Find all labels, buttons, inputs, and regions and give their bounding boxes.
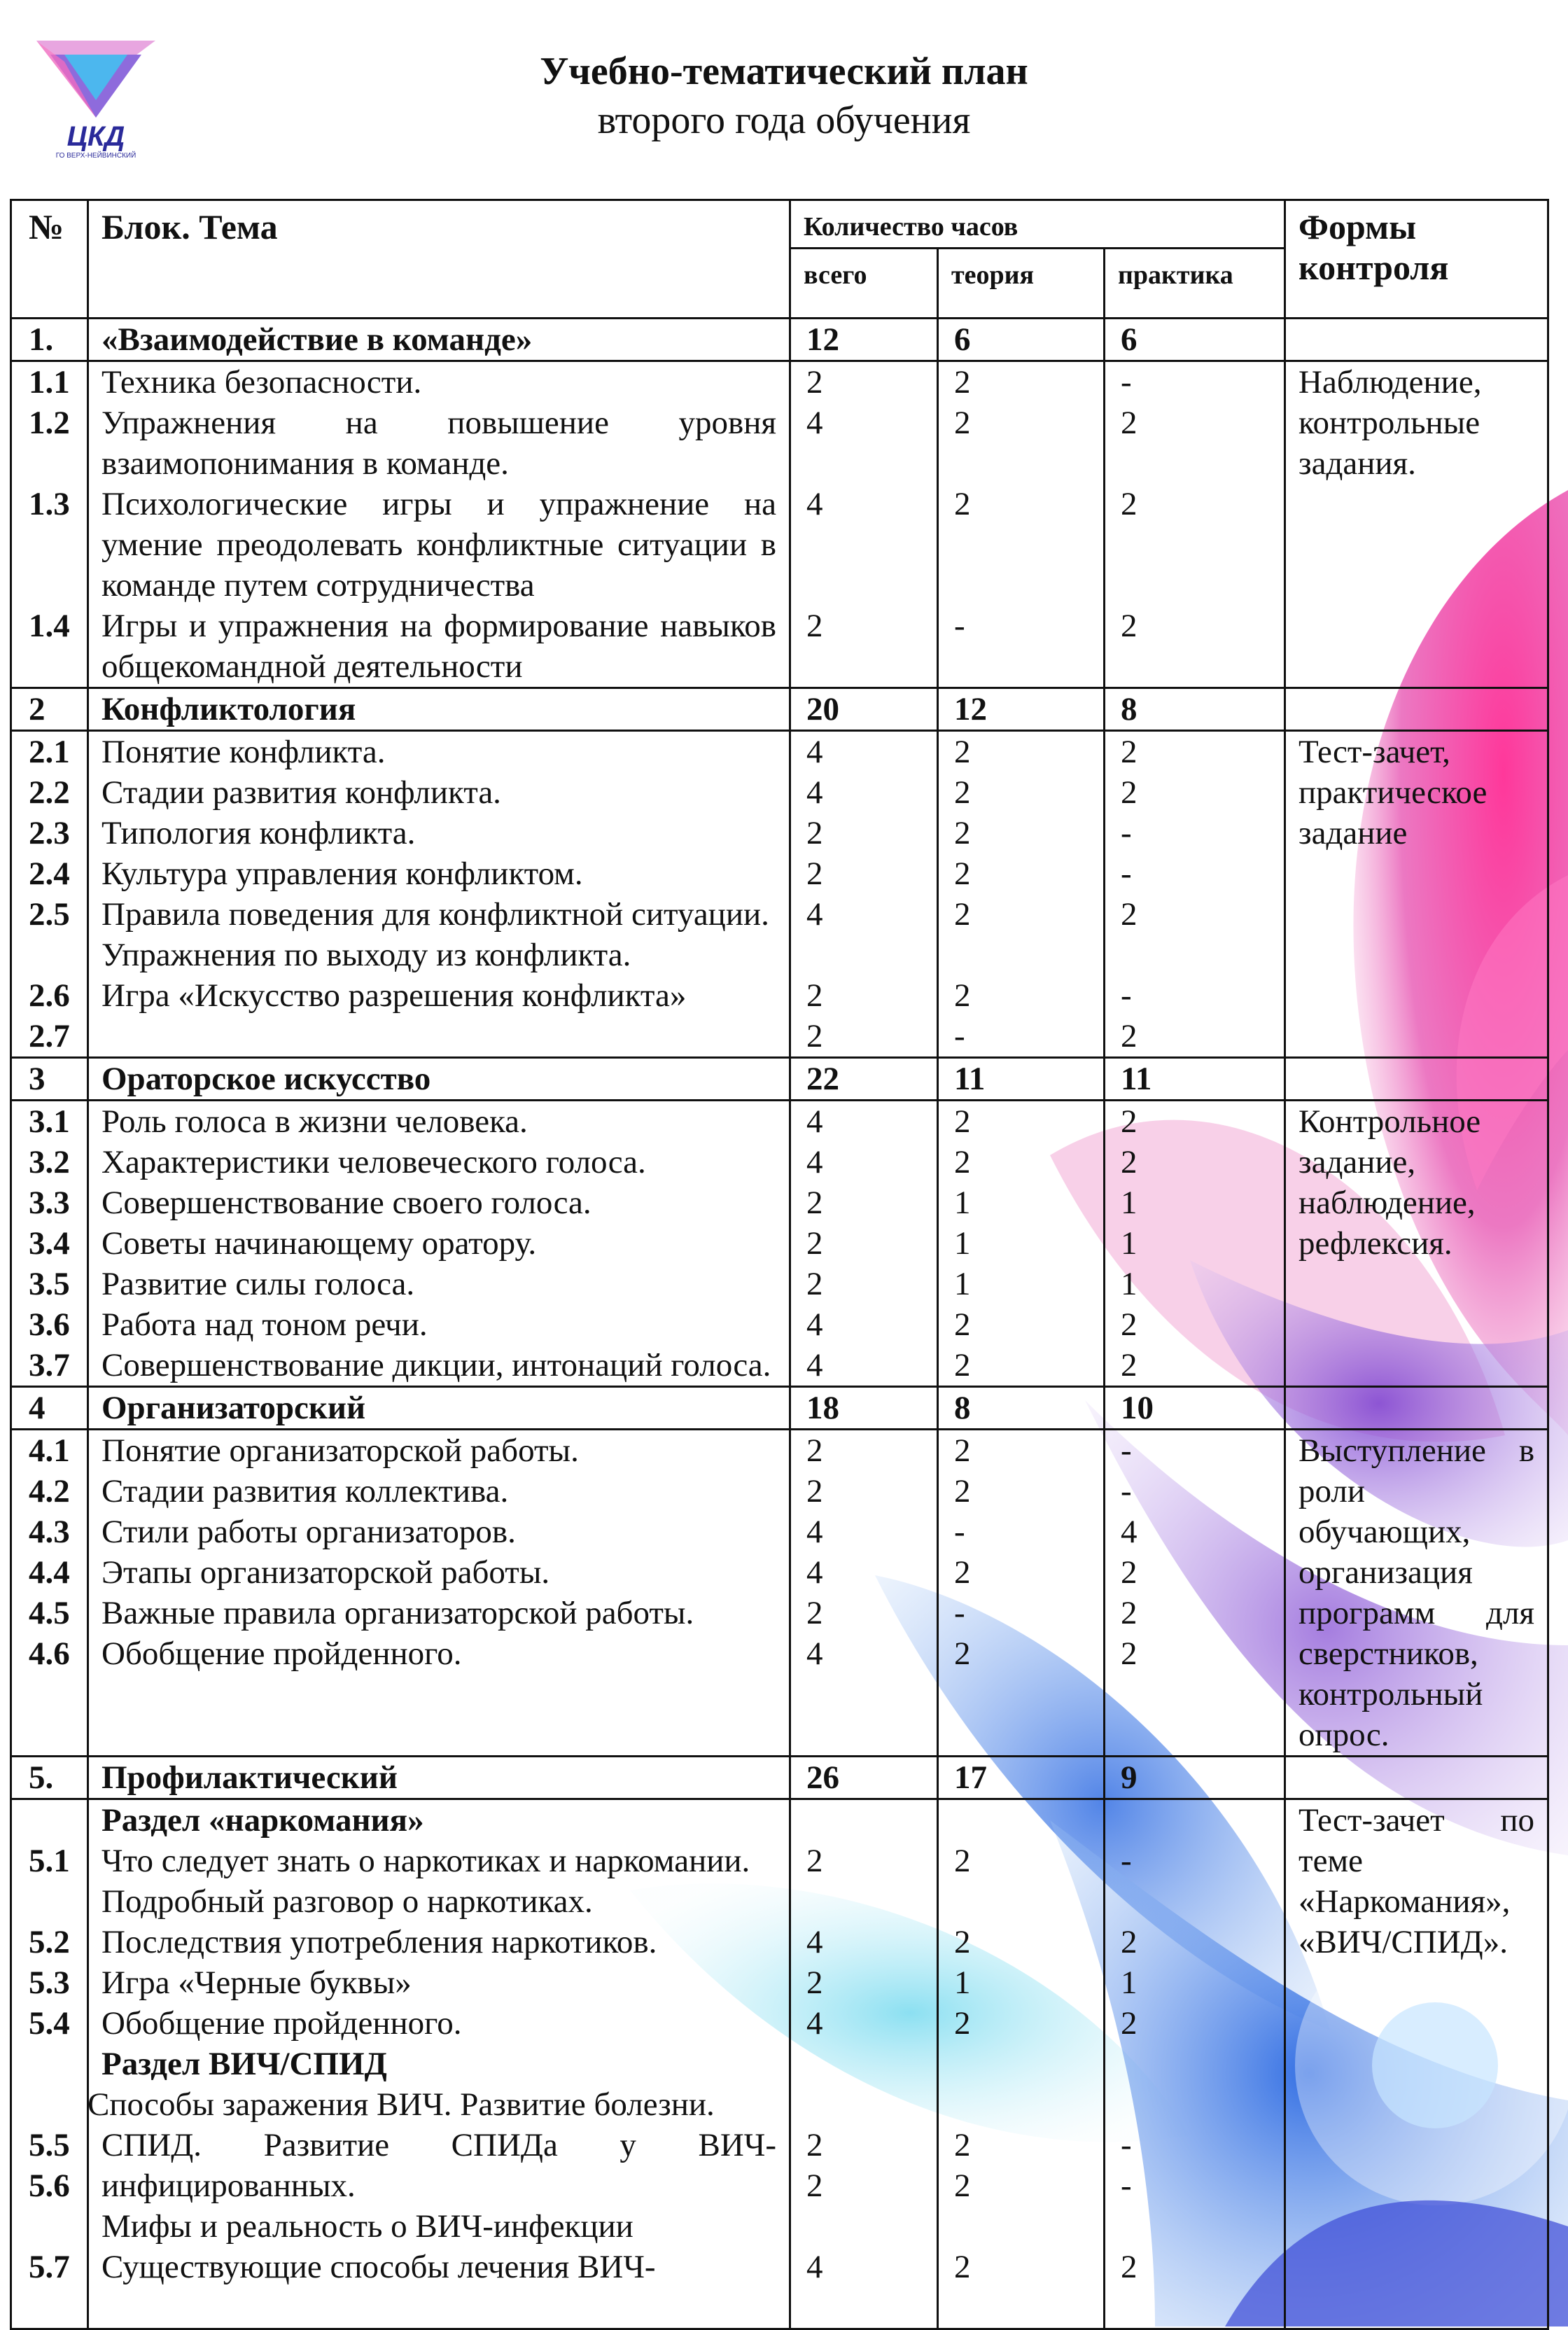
row-practices (1105, 1799, 1285, 2329)
row-practice: 2 (1121, 1144, 1138, 1180)
row-num (29, 2044, 74, 2084)
row-num: 1.2 (29, 405, 70, 441)
row-num: 2.5 (29, 896, 70, 933)
block-total: 18 (790, 1387, 938, 1430)
row-num: 4.5 (29, 1595, 70, 1631)
col-theory-header: теория (938, 249, 1105, 319)
row-total: 2 (806, 1595, 823, 1631)
col-control-header: Формы контроля (1285, 200, 1548, 319)
row-practices (1105, 1430, 1285, 1757)
row-num: 1.4 (29, 608, 70, 644)
row-topic: Правила поведения для конфликтной ситуации. (102, 896, 769, 933)
section-spacer (1121, 2084, 1271, 2125)
row-num: 3.3 (29, 1185, 70, 1221)
row-num: 3.2 (29, 1144, 70, 1180)
row-practice: 2 (1121, 1103, 1138, 1140)
row-practice: 2 (1121, 1554, 1138, 1591)
block-detail-row (11, 1430, 1548, 1757)
row-total: 4 (806, 1635, 823, 1672)
row-theory: 2 (954, 364, 971, 400)
row-topic: Развитие силы голоса. (102, 1266, 415, 1302)
row-practice: 2 (1121, 1018, 1138, 1054)
row-practice (1121, 2044, 1271, 2084)
row-topic: Техника безопасности. (102, 364, 422, 400)
row-num: 1.1 (29, 364, 70, 400)
row-totals (790, 361, 938, 688)
block-detail-row (11, 1799, 1548, 2329)
row-topic: Совершенствование дикции, интонаций голоса. (102, 1347, 771, 1383)
row-topic: Мифы и реальность о ВИЧ-инфекции (102, 2208, 634, 2245)
row-practice: 2 (1121, 405, 1138, 441)
row-theory: - (954, 1514, 965, 1550)
row-topic: СПИД. Развитие СПИДа у ВИЧ- инфицированных. (102, 2127, 776, 2204)
row-num: 4.2 (29, 1473, 70, 1509)
block-control-empty (1285, 688, 1548, 731)
row-theory: 2 (954, 815, 971, 851)
row-topic: Игра «Искусство разрешения конфликта» (102, 977, 687, 1014)
row-theory: 2 (954, 1554, 971, 1591)
block-name: «Взаимодействие в команде» (88, 319, 790, 361)
row-practice: - (1121, 2168, 1132, 2204)
block-practice: 10 (1105, 1387, 1285, 1430)
row-practice: - (1121, 2127, 1132, 2163)
row-theory: 2 (954, 856, 971, 892)
row-nums (11, 361, 88, 688)
row-total: 2 (806, 1185, 823, 1221)
row-total: 2 (806, 2168, 823, 2204)
block-theory: 17 (938, 1757, 1105, 1799)
row-total: 2 (806, 1225, 823, 1262)
row-practice: - (1121, 1473, 1132, 1509)
row-theory: 2 (954, 2005, 971, 2042)
block-num: 5. (11, 1757, 88, 1799)
row-theories (938, 731, 1105, 1058)
row-practice: 4 (1121, 1514, 1138, 1550)
row-topic: Советы начинающему оратору. (102, 1225, 537, 1262)
block-row (11, 1058, 1548, 1101)
row-theory: 2 (954, 1843, 971, 1879)
row-practice: - (1121, 1843, 1132, 1879)
row-num: 5.1 (29, 1843, 70, 1879)
curriculum-table (10, 199, 1549, 2330)
col-hours-header: Количество часов (790, 200, 1285, 249)
row-theory: - (954, 1595, 965, 1631)
row-practice: - (1121, 815, 1132, 851)
row-totals (790, 1101, 938, 1387)
row-practice (1121, 2287, 1271, 2328)
row-topic: Работа над тоном речи. (102, 1306, 428, 1343)
block-detail-row (11, 1101, 1548, 1387)
row-practice: - (1121, 364, 1132, 400)
row-theory (954, 2044, 1091, 2084)
block-row (11, 319, 1548, 361)
logo-subtext: ГО ВЕРХ-НЕЙВИНСКИЙ (55, 152, 136, 160)
row-practice: 2 (1121, 1347, 1138, 1383)
row-total: 2 (806, 1266, 823, 1302)
row-topic: Этапы организаторской работы. (102, 1554, 550, 1591)
row-theory: 2 (954, 1635, 971, 1672)
row-total: 2 (806, 977, 823, 1014)
row-totals (790, 1430, 938, 1757)
row-total: 4 (806, 1306, 823, 1343)
block-num: 2 (11, 688, 88, 731)
col-practice-header: практика (1105, 249, 1285, 319)
control-form: Контрольное задание, наблюдение, рефлексия. (1285, 1101, 1548, 1387)
row-theory: 2 (954, 1473, 971, 1509)
row-total: 4 (806, 734, 823, 770)
block-control-empty (1285, 1757, 1548, 1799)
row-totals (790, 731, 938, 1058)
section-spacer (1121, 1800, 1271, 1841)
section-heading: Раздел ВИЧ/СПИД (102, 2046, 387, 2082)
row-topic: Игры и упражнения на формирование навыков общекомандной деятельности (102, 608, 776, 685)
block-total: 26 (790, 1757, 938, 1799)
block-row (11, 1387, 1548, 1430)
row-total: 4 (806, 1554, 823, 1591)
row-num: 2.1 (29, 734, 70, 770)
block-total: 20 (790, 688, 938, 731)
block-control-empty (1285, 1387, 1548, 1430)
row-theory: 2 (954, 1432, 971, 1469)
row-theories (938, 361, 1105, 688)
table-header-row (11, 200, 1548, 249)
row-total: 2 (806, 856, 823, 892)
row-total: 2 (806, 1965, 823, 2001)
row-theory: 2 (954, 486, 971, 522)
row-num: 3.4 (29, 1225, 70, 1262)
row-theory: 2 (954, 1924, 971, 1960)
row-theories (938, 1430, 1105, 1757)
block-control-empty (1285, 319, 1548, 361)
row-total: 2 (806, 364, 823, 400)
row-practice: - (1121, 856, 1132, 892)
row-total (806, 2044, 924, 2084)
row-practice: 1 (1121, 1965, 1138, 2001)
row-topic: Совершенствование своего голоса. (102, 1185, 592, 1221)
row-theory: 2 (954, 1144, 971, 1180)
section-spacer (806, 1800, 924, 1841)
row-theories (938, 1799, 1105, 2329)
row-practice: 2 (1121, 2005, 1138, 2042)
section-heading: Раздел «наркомания» (102, 1802, 424, 1839)
row-practice: 2 (1121, 1924, 1138, 1960)
section-spacer (806, 2084, 924, 2125)
page-subtitle: второго года обучения (597, 99, 971, 142)
block-name: Профилактический (88, 1757, 790, 1799)
block-practice: 6 (1105, 319, 1285, 361)
row-topic: Обобщение пройденного. (102, 1635, 462, 1672)
row-topic: Упражнения по выходу из конфликта. (102, 937, 631, 973)
row-topic: Последствия употребления наркотиков. (102, 1924, 657, 1960)
row-total: 4 (806, 1924, 823, 1960)
block-theory: 11 (938, 1058, 1105, 1101)
row-practice: 2 (1121, 774, 1138, 811)
row-num: 3.5 (29, 1266, 70, 1302)
row-theory: 2 (954, 2168, 971, 2204)
row-nums (11, 1101, 88, 1387)
row-num: 1.3 (29, 486, 70, 522)
row-total: 4 (806, 1514, 823, 1550)
row-total: 2 (806, 815, 823, 851)
section-spacer (954, 1800, 1091, 1841)
row-nums (11, 731, 88, 1058)
block-name: Организаторский (88, 1387, 790, 1430)
row-total: 4 (806, 405, 823, 441)
block-row (11, 1757, 1548, 1799)
logo-text: ЦКД (66, 121, 125, 152)
section-spacer (954, 2084, 1091, 2125)
row-theory (954, 2287, 1091, 2328)
row-theory: 2 (954, 734, 971, 770)
row-practice: 1 (1121, 1185, 1138, 1221)
row-theory: - (954, 608, 965, 644)
row-nums (11, 1799, 88, 2329)
row-practice: 2 (1121, 1635, 1138, 1672)
row-topic: Стили работы организаторов. (102, 1514, 516, 1550)
block-total: 12 (790, 319, 938, 361)
row-total: 4 (806, 1347, 823, 1383)
row-topic: Роль голоса в жизни человека. (102, 1103, 528, 1140)
row-total: 4 (806, 1144, 823, 1180)
block-detail-row (11, 731, 1548, 1058)
row-num: 3.6 (29, 1306, 70, 1343)
row-practice: - (1121, 1432, 1132, 1469)
row-topic: Психологические игры и упражнение на умение преодолевать конфликтные ситуации в команде путем сотрудничества (102, 486, 776, 604)
row-topic: Игра «Черные буквы» (102, 1965, 412, 2001)
control-form: Выступление в роли обучающих, организация программ для сверстников, контрольный опрос. (1285, 1430, 1548, 1757)
block-name: Ораторское искусство (88, 1058, 790, 1101)
row-practice: 2 (1121, 608, 1138, 644)
row-practice: 1 (1121, 1225, 1138, 1262)
block-theory: 8 (938, 1387, 1105, 1430)
row-total: 4 (806, 1103, 823, 1140)
block-num: 1. (11, 319, 88, 361)
row-num: 2.6 (29, 977, 70, 1014)
row-total: 4 (806, 2005, 823, 2042)
row-theory: 2 (954, 977, 971, 1014)
row-num: 2.3 (29, 815, 70, 851)
control-form: Наблюдение, контрольные задания. (1285, 361, 1548, 688)
row-num: 4.6 (29, 1635, 70, 1672)
row-num: 4.4 (29, 1554, 70, 1591)
row-total (806, 2287, 924, 2328)
row-theory: 1 (954, 1965, 971, 2001)
row-topic: Что следует знать о наркотиках и наркомании. (102, 1843, 750, 1879)
row-num: 5.5 (29, 2127, 70, 2163)
block-num: 3 (11, 1058, 88, 1101)
row-theory: 2 (954, 2127, 971, 2163)
row-topics (88, 1430, 790, 1757)
row-num: 5.3 (29, 1965, 70, 2001)
row-num (29, 2287, 74, 2328)
row-practice: - (1121, 977, 1132, 1014)
row-practice: 2 (1121, 1306, 1138, 1343)
row-topic: Упражнения на повышение уровня взаимопонимания в команде. (102, 405, 776, 482)
control-form: Тест-зачет по теме «Наркомания», «ВИЧ/СПИД». (1285, 1799, 1548, 2329)
row-num: 3.1 (29, 1103, 70, 1140)
row-topics (88, 1101, 790, 1387)
row-num: 4.1 (29, 1432, 70, 1469)
section-spacer (29, 1800, 74, 1841)
block-detail-row (11, 361, 1548, 688)
row-practice: 2 (1121, 734, 1138, 770)
row-practices (1105, 1101, 1285, 1387)
block-theory: 12 (938, 688, 1105, 731)
row-num: 5.6 (29, 2168, 70, 2204)
row-nums (11, 1430, 88, 1757)
row-num: 3.7 (29, 1347, 70, 1383)
row-total: 2 (806, 1018, 823, 1054)
row-total: 2 (806, 1432, 823, 1469)
row-num: 2.7 (29, 1018, 70, 1054)
row-practice: 2 (1121, 486, 1138, 522)
row-theory: 2 (954, 1103, 971, 1140)
block-theory: 6 (938, 319, 1105, 361)
row-total: 4 (806, 896, 823, 933)
row-topics (88, 361, 790, 688)
row-num: 5.4 (29, 2005, 70, 2042)
col-num-header: № (11, 200, 88, 319)
col-total-header: всего (790, 249, 938, 319)
row-topic: Стадии развития коллектива. (102, 1473, 509, 1509)
row-total: 4 (806, 774, 823, 811)
row-topic: Существующие способы лечения ВИЧ- (102, 2249, 656, 2285)
row-theory: 2 (954, 405, 971, 441)
row-topic: Способы заражения ВИЧ. Развитие болезни. (88, 2086, 715, 2123)
row-topic: Типология конфликта. (102, 815, 416, 851)
row-theory: 2 (954, 1347, 971, 1383)
row-practice: 2 (1121, 1595, 1138, 1631)
section-spacer (29, 2084, 74, 2125)
row-totals (790, 1799, 938, 2329)
row-total: 2 (806, 1473, 823, 1509)
row-topic: Подробный разговор о наркотиках. (102, 1883, 593, 1920)
row-num: 5.7 (29, 2249, 70, 2285)
row-theory: 2 (954, 1306, 971, 1343)
row-total: 4 (806, 2249, 823, 2285)
row-theory: 1 (954, 1225, 971, 1262)
block-practice: 11 (1105, 1058, 1285, 1101)
row-practices (1105, 731, 1285, 1058)
block-num: 4 (11, 1387, 88, 1430)
row-theory: 2 (954, 774, 971, 811)
row-practice: 2 (1121, 2249, 1138, 2285)
row-theory: - (954, 1018, 965, 1054)
row-topic: Понятие конфликта. (102, 734, 386, 770)
col-topic-header: Блок. Тема (88, 200, 790, 319)
row-total: 2 (806, 1843, 823, 1879)
row-theories (938, 1101, 1105, 1387)
control-form: Тест-зачет, практическое задание (1285, 731, 1548, 1058)
row-topic: Стадии развития конфликта. (102, 774, 501, 811)
block-name: Конфликтология (88, 688, 790, 731)
block-practice: 8 (1105, 688, 1285, 731)
row-topic: Характеристики человеческого голоса. (102, 1144, 646, 1180)
row-theory: 2 (954, 2249, 971, 2285)
row-topic: Обобщение пройденного. (102, 2005, 462, 2042)
row-theory: 1 (954, 1266, 971, 1302)
row-topic: Культура управления конфликтом. (102, 856, 583, 892)
block-control-empty (1285, 1058, 1548, 1101)
row-total: 2 (806, 608, 823, 644)
row-total: 2 (806, 2127, 823, 2163)
block-practice: 9 (1105, 1757, 1285, 1799)
block-row (11, 688, 1548, 731)
row-num: 2.4 (29, 856, 70, 892)
row-num: 5.2 (29, 1924, 70, 1960)
row-num: 2.2 (29, 774, 70, 811)
row-practice: 2 (1121, 896, 1138, 933)
row-total: 4 (806, 486, 823, 522)
page-title: Учебно-тематический план (540, 50, 1028, 93)
row-theory: 2 (954, 896, 971, 933)
row-practices (1105, 361, 1285, 688)
row-practice: 1 (1121, 1266, 1138, 1302)
row-num: 4.3 (29, 1514, 70, 1550)
row-topic: Понятие организаторской работы. (102, 1432, 579, 1469)
row-theory: 1 (954, 1185, 971, 1221)
row-topic: Важные правила организаторской работы. (102, 1595, 694, 1631)
row-topics (88, 1799, 790, 2329)
block-total: 22 (790, 1058, 938, 1101)
row-topics (88, 731, 790, 1058)
